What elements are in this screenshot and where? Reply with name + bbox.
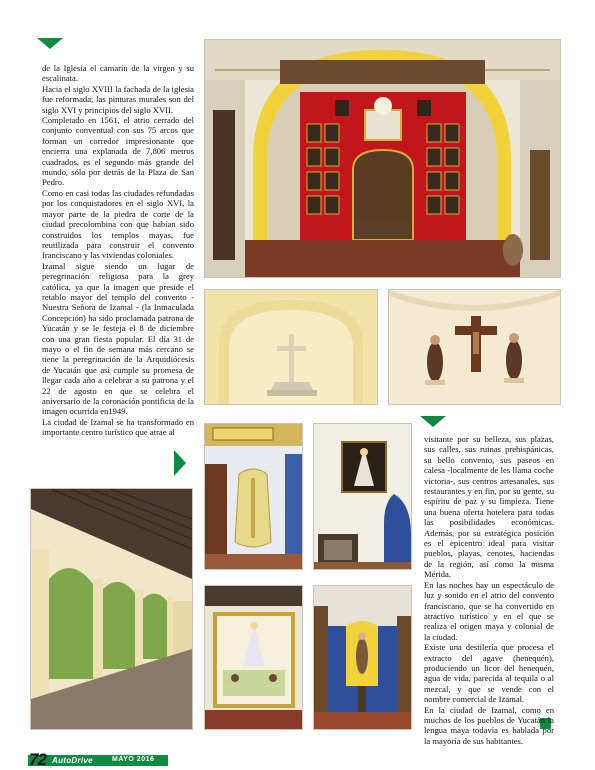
paragraph: Como en casi todas las ciudades refundadas por los conquistadores en el siglo XVI, la mayor parte de la piedra de corte de la ciudad precolombina con que habían sido construidos los templos mayas, fue reutilizada para construir el convento franciscano y las viviendas coloniales.: [42, 187, 194, 261]
article-column-1: [42, 63, 194, 438]
photo-virgin-painting-room: [314, 424, 411, 569]
paragraph: Completado en 1561, el atrio cerrado del conjunto conventual con sus 75 arcos que forman un corredor impresionante que encierra una explanada de 7,806 metros cuadrados, es el segundo más grande del mundo, sólo por detrás de la Plaza de San Pedro.: [42, 115, 194, 188]
photo-mary-painting: [205, 586, 302, 729]
paragraph: visitante por su belleza, sus plazas, sus calles, sus ruinas prehispánicas, su bello convento, sus paseos en calesa -localmente de les llama coche victoria-, sus centros artesanales, sus restaurantes y en fin, por su gente, su espíritu de paz y su limpieza. Tiene una buena oferta hotelera para todas las posibilidades económicas. Además, por su estratégica posición es el epicentro ideal para visitar pueblos, playas, cenotes, haciendas de la región, así como la misma Mérida.: [424, 434, 554, 580]
photo-cloister-arches: [31, 489, 192, 729]
magazine-logo: AutoDrive: [52, 756, 93, 765]
paragraph: de la Iglesia el camarín de la virgen y su escalinata.: [42, 63, 194, 84]
paragraph: En la ciudad de Izamal, como en muchos de los pueblos de Yucatán la lengua maya todavía es hablada por la mayoría de sus habitantes.: [424, 704, 554, 746]
paragraph: Existe una destilería que procesa el extracto del agave (henequén), produciendo un licor del henequén, agua de vida, parecida al tequila o al mezcal, y que se vende con el nombre comercial de Izamal.: [424, 642, 554, 705]
article-column-2: [424, 434, 554, 746]
paragraph: Izamal sigue siendo un lugar de peregrinación religiosa para la grey católica, ya que la imagen que preside el retablo mayor del templo del convento - Nuestra Señora de Izamal - (la Inmaculada Concepción) ha sido proclamada patrona de Yucatán y se le festeja el 8 de diciembre con una gran fiesta popular. El día 31 de mayo o el fin de semana más cercano se tiene la peregrinación de la Arquidiócesis de Yucatán que así cumple su promesa de llegar cada año a celebrar a su patrona y el 22 de agosto en que se celebra el aniversario de la coronación pontificia de la imagen ocurrida en1949.: [42, 260, 194, 417]
green-triangle-marker-side: [174, 450, 186, 476]
paragraph: La ciudad de Izamal se ha transformado en importante centro turístico que atrae al: [42, 416, 194, 438]
photo-museum-vestment: [205, 424, 302, 569]
issue-date: MAYO 2016: [112, 756, 155, 763]
green-triangle-marker-mid: [420, 416, 446, 427]
photo-saint-statue: [314, 586, 411, 729]
paragraph: Hacia el siglo XVIII la fachada de la iglesia fue reformada; las pinturas murales son del siglo XVI y principios del siglo XVII.: [42, 83, 194, 115]
photo-crucifix-saints: [389, 290, 560, 404]
paragraph: En las noches hay un espectáculo de luz y sonido en el atrio del convento franciscano, que se ha convertido en atractivo turístico y en el que se realiza el origen maya y colonial de la ciudad.: [424, 579, 554, 642]
photo-niche-cross: [205, 290, 377, 404]
page-number: 72: [29, 750, 46, 769]
page-footer: [0, 748, 595, 770]
green-triangle-marker-top: [37, 38, 63, 49]
photo-church-altar: [205, 40, 560, 277]
